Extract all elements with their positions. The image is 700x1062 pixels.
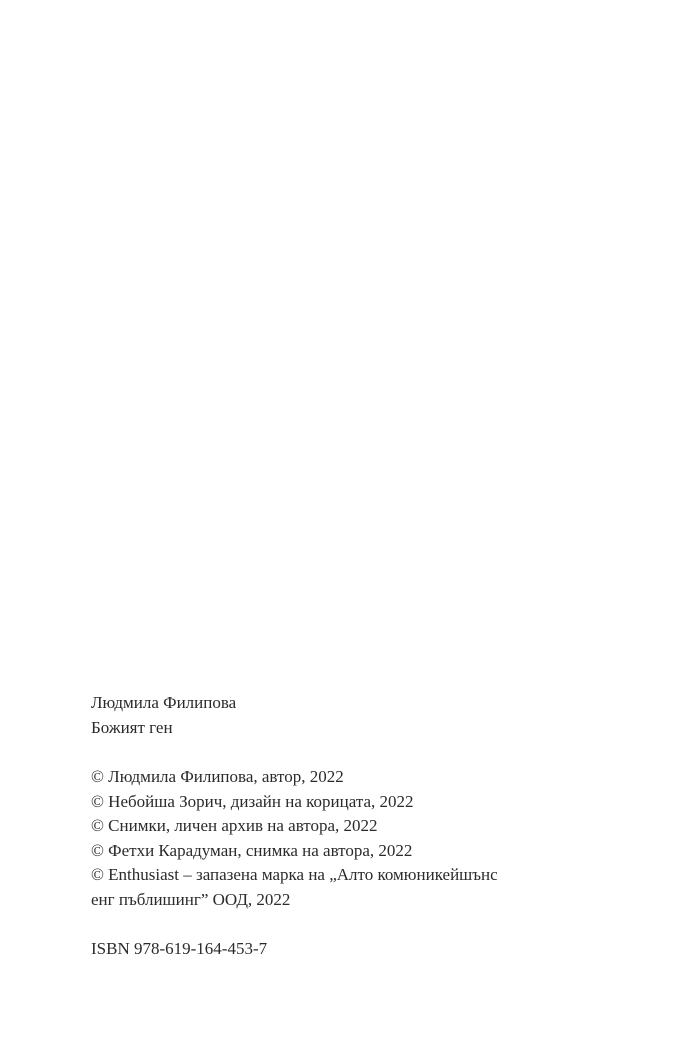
spacer — [91, 740, 651, 765]
copyright-notices — [91, 765, 651, 912]
imprint-block — [91, 691, 651, 962]
author-name: Людмила Филипова — [91, 693, 237, 712]
book-title: Божият ген — [91, 717, 173, 737]
copyright-line-cover-design: © Небойша Зорич, дизайн на корицата, 2022 — [91, 791, 414, 811]
copyright-line-author: © Людмила Филипова, автор, 2022 — [91, 767, 344, 786]
copyright-line-photos: © Снимки, личен архив на автора, 2022 — [91, 816, 378, 835]
spacer — [91, 912, 651, 937]
copyright-line-trademark-cont: енг пъблишинг” ООД, 2022 — [91, 889, 291, 909]
isbn-number: ISBN 978-619-164-453-7 — [91, 939, 268, 958]
copyright-line-trademark: © Enthusiast – запазена марка на „Алто комюникейшънс — [91, 865, 498, 884]
copyright-line-author-photo: © Фетхи Карадуман, снимка на автора, 2022 — [91, 840, 413, 860]
